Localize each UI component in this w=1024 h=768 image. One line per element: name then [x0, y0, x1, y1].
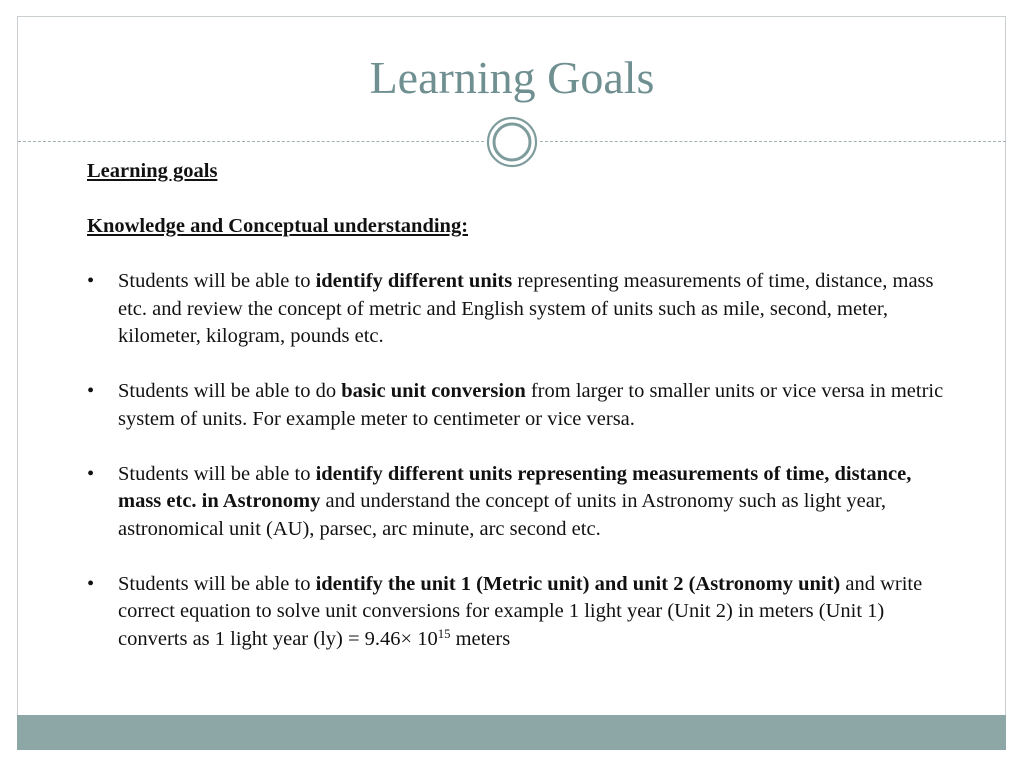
- goal-4-prefix: Students will be able to: [118, 572, 316, 595]
- goal-2-emphasis: basic unit conversion: [341, 380, 526, 402]
- goal-item-3: [87, 461, 957, 544]
- bullet-icon: •: [87, 572, 95, 595]
- heading-learning-goals: Learning goals: [87, 160, 218, 182]
- bullet-icon: •: [87, 380, 95, 402]
- slide-body: [87, 158, 957, 681]
- goal-1-emphasis: identify different units: [315, 270, 513, 292]
- goal-3-prefix: Students will be able to: [118, 462, 316, 485]
- slide-title: Learning Goals: [369, 52, 655, 103]
- heading-knowledge: Knowledge and Conceptual understanding:: [87, 215, 469, 237]
- bullet-icon: •: [87, 462, 95, 485]
- goal-3-suffix: and understand the concept of units in Astronomy such as light year, astronomical unit (AU), parsec, arc minute, arc second etc.: [118, 490, 887, 540]
- goal-1-suffix: representing measurements of time, distance, mass etc. and review the concept of metric and English system of units such as mile, second, meter, kilometer, kilogram, pounds etc.: [118, 270, 934, 347]
- title-divider-right: [540, 141, 1006, 142]
- goal-2-prefix: Students will be able to do: [118, 380, 342, 402]
- ornament-inner-ring: [494, 124, 530, 160]
- goal-1-prefix: Students will be able to: [118, 270, 316, 292]
- bullet-icon: •: [87, 270, 95, 292]
- goal-4-emphasis: identify the unit 1 (Metric unit) and unit 2 (Astronomy unit): [315, 572, 841, 595]
- goal-4-tail: meters: [450, 627, 511, 650]
- goal-4-suffix: and write correct equation to solve unit conversions for example 1 light year (Unit 2) in meters (Unit 1) converts as 1 light year (ly) = 9.46× 10: [118, 572, 923, 650]
- goal-list: [87, 268, 957, 653]
- title-divider-left: [18, 141, 484, 142]
- goal-4-exponent: 15: [437, 626, 451, 641]
- goal-3-emphasis: identify different units representing measurements of time, distance, mass etc. in Astronomy: [118, 462, 912, 512]
- goal-item-4: [87, 571, 957, 654]
- goal-2-suffix: from larger to smaller units or vice versa in metric system of units. For example meter to centimeter or vice versa.: [118, 380, 944, 430]
- goal-item-2: [87, 378, 957, 433]
- goal-item-1: [87, 268, 957, 351]
- footer-bar: [17, 715, 1006, 750]
